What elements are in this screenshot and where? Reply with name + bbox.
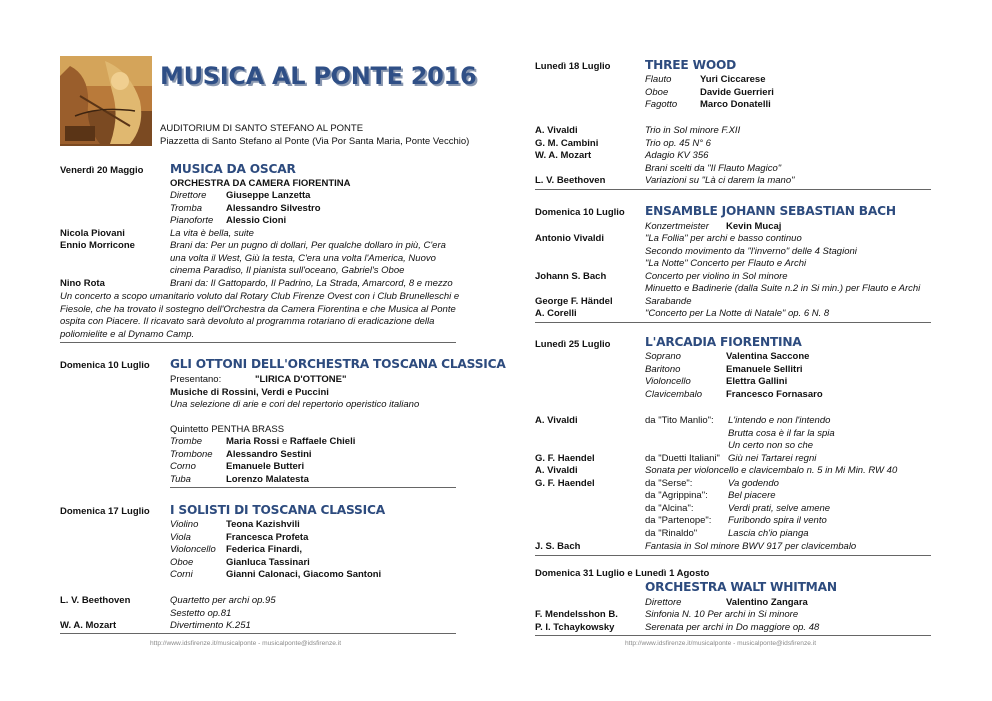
performer-name: Lorenzo Malatesta bbox=[226, 474, 309, 485]
divider bbox=[535, 635, 931, 636]
concert-date: Domenica 10 Luglio bbox=[60, 360, 150, 371]
composer: Nicola Piovani bbox=[60, 228, 125, 239]
performer-role: Violoncello bbox=[170, 544, 216, 555]
performer-role: Clavicembalo bbox=[645, 389, 703, 400]
performer-name: Marco Donatelli bbox=[700, 99, 771, 110]
group-name: Quintetto PENTHA BRASS bbox=[170, 424, 285, 435]
performer-name: Alessio Cioni bbox=[226, 215, 287, 226]
concert-date: Lunedì 18 Luglio bbox=[535, 61, 611, 72]
divider bbox=[535, 189, 931, 190]
performer-name: Elettra Gallini bbox=[726, 376, 788, 387]
performer-name: Yuri Ciccarese bbox=[700, 74, 766, 85]
performer-role: Corno bbox=[170, 461, 196, 472]
concert-date: Venerdì 20 Maggio bbox=[60, 165, 144, 176]
work: Sestetto op.81 bbox=[170, 608, 232, 619]
concert-date: Lunedì 25 Luglio bbox=[535, 339, 611, 350]
performer-name: Maria Rossi e Raffaele Chieli bbox=[226, 436, 356, 447]
work-source: da "Rinaldo" bbox=[645, 528, 698, 539]
performer-role: Viola bbox=[170, 532, 191, 543]
performer-name: Francesco Fornasaro bbox=[726, 389, 823, 400]
work: Minuetto e Badinerie (dalla Suite n.2 in Si min.) per Flauto e Archi bbox=[645, 283, 921, 294]
presented-label: Presentano: bbox=[170, 374, 222, 385]
concert-date: Domenica 10 Luglio bbox=[535, 207, 625, 218]
performer-role: Oboe bbox=[645, 87, 669, 98]
concert-title: MUSICA DA OSCAR bbox=[170, 162, 296, 176]
work-source: da "Serse": bbox=[645, 478, 693, 489]
work: Sonata per violoncello e clavicembalo n. 5 in Mi Min. RW 40 bbox=[645, 465, 898, 476]
performer-role: Fagotto bbox=[645, 99, 678, 110]
work: Trio in Sol minore F.XII bbox=[645, 125, 741, 136]
performer-role: Direttore bbox=[645, 597, 682, 608]
performer-name: Emanuele Butteri bbox=[226, 461, 305, 472]
composer: George F. Händel bbox=[535, 296, 613, 307]
concert-note: Un concerto a scopo umanitario voluto dal Rotary Club Firenze Ovest con i Club Brunelleschi e Fiesole, che ha trovato il sostegno dell'Orchestra da Camera Fiorentina e che Musica al Ponte ospita con Piacere. Il ricavato sarà devoluto al programma rotariano di eradicazione della poliomielite e al Dynamo Camp. bbox=[60, 291, 460, 340]
work: Un certo non so che bbox=[728, 440, 814, 451]
concert-title: ORCHESTRA WALT WHITMAN bbox=[645, 580, 837, 594]
work: Furibondo spira il vento bbox=[728, 515, 827, 526]
work: Variazioni su "Là ci darem la mano" bbox=[645, 175, 795, 186]
composer: A. Corelli bbox=[535, 308, 577, 319]
work: "Concerto per La Notte di Natale" op. 6 N. 8 bbox=[645, 308, 830, 319]
concert-description: Una selezione di arie e cori del repertorio operistico italiano bbox=[170, 399, 420, 410]
work: Adagio KV 356 bbox=[645, 150, 709, 161]
work: Bel piacere bbox=[728, 490, 776, 501]
divider bbox=[60, 633, 456, 634]
concert-title: GLI OTTONI DELL'ORCHESTRA TOSCANA CLASSICA bbox=[170, 357, 506, 371]
composer: Ennio Morricone bbox=[60, 240, 135, 251]
work: Giù nei Tartarei regni bbox=[728, 453, 817, 464]
concert-title: ENSAMBLE JOHANN SEBASTIAN BACH bbox=[645, 204, 896, 218]
divider bbox=[60, 342, 456, 343]
performer-name: Valentina Saccone bbox=[726, 351, 810, 362]
performer-role: Baritono bbox=[645, 364, 681, 375]
work: Secondo movimento da "l'inverno" delle 4 Stagioni bbox=[645, 246, 857, 257]
composer: Antonio Vivaldi bbox=[535, 233, 604, 244]
divider bbox=[535, 555, 931, 556]
performer-name: Francesca Profeta bbox=[226, 532, 309, 543]
performer-name: Gianluca Tassinari bbox=[226, 557, 310, 568]
work: Va godendo bbox=[728, 478, 779, 489]
performer-role: Oboe bbox=[170, 557, 194, 568]
composer: G. M. Cambini bbox=[535, 138, 599, 149]
painting-image bbox=[60, 56, 152, 146]
work: Brani scelti da "Il Flauto Magico" bbox=[645, 163, 782, 174]
composer: F. Mendelsshon B. bbox=[535, 609, 618, 620]
work: Lascia ch'io pianga bbox=[728, 528, 809, 539]
performer-role: Pianoforte bbox=[170, 215, 214, 226]
work: Verdi prati, selve amene bbox=[728, 503, 831, 514]
divider bbox=[535, 322, 931, 323]
work: L'intendo e non l'intendo bbox=[728, 415, 831, 426]
venue-address: Piazzetta di Santo Stefano al Ponte (Via Por Santa Maria, Ponte Vecchio) bbox=[160, 136, 470, 147]
composer: A. Vivaldi bbox=[535, 125, 578, 136]
footer-text: http://www.idsfirenze.it/musicalponte - musicalponte@idsfirenze.it bbox=[150, 640, 342, 647]
composer: L. V. Beethoven bbox=[535, 175, 606, 186]
performer-role: Violoncello bbox=[645, 376, 691, 387]
performer-name: Alessandro Sestini bbox=[226, 449, 312, 460]
composer: J. S. Bach bbox=[535, 541, 581, 552]
work: Divertimento K.251 bbox=[170, 620, 251, 631]
work: Sinfonia N. 10 Per archi in Si minore bbox=[645, 609, 799, 620]
performer-role: Konzertmeister bbox=[645, 221, 709, 232]
performer-name: Kevin Mucaj bbox=[726, 221, 782, 232]
composer: G. F. Haendel bbox=[535, 478, 595, 489]
divider bbox=[170, 487, 456, 488]
performer-role: Trombe bbox=[170, 436, 203, 447]
performer-name: Alessandro Silvestro bbox=[226, 203, 321, 214]
work-source: da "Agrippina": bbox=[645, 490, 708, 501]
performer-role: Trombone bbox=[170, 449, 213, 460]
work-source: da "Tito Manlio": bbox=[645, 415, 714, 426]
work-source: da "Duetti Italiani" bbox=[645, 453, 720, 464]
venue-name: AUDITORIUM DI SANTO STEFANO AL PONTE bbox=[160, 123, 364, 134]
performer-role: Tromba bbox=[170, 203, 203, 214]
concert-title: L'ARCADIA FIORENTINA bbox=[645, 335, 802, 349]
performer-role: Tuba bbox=[170, 474, 191, 485]
music-line: Musiche di Rossini, Verdi e Puccini bbox=[170, 387, 329, 398]
performer-name: Gianni Calonaci, Giacomo Santoni bbox=[226, 569, 382, 580]
performer-role: Flauto bbox=[645, 74, 672, 85]
concert-title: I SOLISTI DI TOSCANA CLASSICA bbox=[170, 503, 385, 517]
performer-role: Corni bbox=[170, 569, 193, 580]
performer-name: Giuseppe Lanzetta bbox=[226, 190, 311, 201]
work: Concerto per violino in Sol minore bbox=[645, 271, 788, 282]
work: Brani da: Il Gattopardo, Il Padrino, La Strada, Amarcord, 8 e mezzo bbox=[170, 278, 453, 289]
performer-name: Emanuele Sellitri bbox=[726, 364, 803, 375]
work: Trio op. 45 N° 6 bbox=[645, 138, 711, 149]
work: La vita è bella, suite bbox=[170, 228, 254, 239]
work: Fantasia in Sol minore BWV 917 per clavicembalo bbox=[645, 541, 857, 552]
page-title: MUSICA AL PONTE 2016 bbox=[160, 62, 477, 90]
performer-role: Direttore bbox=[170, 190, 207, 201]
composer: P. I. Tchaykowsky bbox=[535, 622, 615, 633]
performer-name: Davide Guerrieri bbox=[700, 87, 774, 98]
composer: W. A. Mozart bbox=[60, 620, 117, 631]
composer: G. F. Haendel bbox=[535, 453, 595, 464]
concert-date: Domenica 17 Luglio bbox=[60, 506, 150, 517]
performer-name: Valentino Zangara bbox=[726, 597, 808, 608]
concert-date: Domenica 31 Luglio e Lunedì 1 Agosto bbox=[535, 568, 710, 579]
work: Quartetto per archi op.95 bbox=[170, 595, 276, 606]
performer-role: Soprano bbox=[645, 351, 681, 362]
work-source: da "Alcina": bbox=[645, 503, 694, 514]
composer: Johann S. Bach bbox=[535, 271, 607, 282]
composer: A. Vivaldi bbox=[535, 465, 578, 476]
work: Sarabande bbox=[645, 296, 692, 307]
work: Brutta cosa è il far la spia bbox=[728, 428, 835, 439]
composer: A. Vivaldi bbox=[535, 415, 578, 426]
composer: W. A. Mozart bbox=[535, 150, 592, 161]
work-source: da "Partenope": bbox=[645, 515, 712, 526]
performer-name: Teona Kazishvili bbox=[226, 519, 300, 530]
work: "La Follia" per archi e basso continuo bbox=[645, 233, 802, 244]
performer-name: Federica Finardi, bbox=[226, 544, 303, 555]
work: "La Notte" Concerto per Flauto e Archi bbox=[645, 258, 807, 269]
work: Brani da: Per un pugno di dollari, Per qualche dollaro in più, C'era una volta il West, Giù la testa, C'era una volta l'America, Nuovo cinema Paradiso, Il pianista sull'oceano, Gabriel's Oboe bbox=[170, 240, 446, 277]
performer-role: Violino bbox=[170, 519, 199, 530]
presented-title: "LIRICA D'OTTONE" bbox=[255, 374, 347, 385]
composer: Nino Rota bbox=[60, 278, 105, 289]
concert-title: THREE WOOD bbox=[645, 58, 737, 72]
ensemble-name: ORCHESTRA DA CAMERA FIORENTINA bbox=[170, 178, 351, 189]
composer: L. V. Beethoven bbox=[60, 595, 131, 606]
work: Serenata per archi in Do maggiore op. 48 bbox=[645, 622, 820, 633]
footer-text: http://www.idsfirenze.it/musicalponte - musicalponte@idsfirenze.it bbox=[625, 640, 817, 647]
